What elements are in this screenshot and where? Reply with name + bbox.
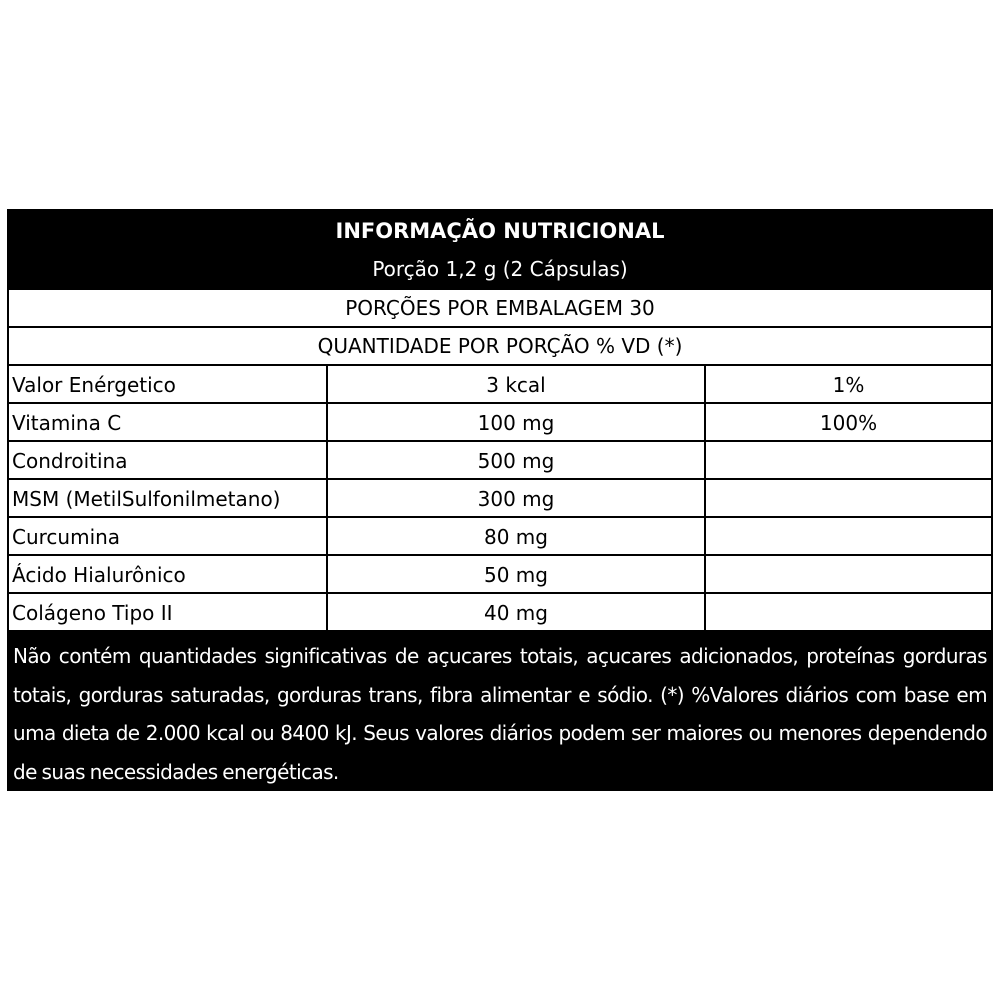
nutrient-amount: 100 mg xyxy=(328,404,704,440)
nutrient-daily-value xyxy=(706,518,991,554)
nutrient-amount: 50 mg xyxy=(328,556,704,592)
nutrient-amount: 300 mg xyxy=(328,480,704,516)
table-row xyxy=(9,594,991,630)
nutrient-name: Ácido Hialurônico xyxy=(9,556,326,592)
portion-size: Porção 1,2 g (2 Cápsulas) xyxy=(372,257,628,281)
nutrient-amount: 500 mg xyxy=(328,442,704,478)
nutrient-name: Condroitina xyxy=(9,442,326,478)
table-header xyxy=(7,209,993,289)
nutrient-amount: 80 mg xyxy=(328,518,704,554)
table-row xyxy=(9,518,991,554)
nutrient-name: MSM (MetilSulfonilmetano) xyxy=(9,480,326,516)
table-title: INFORMAÇÃO NUTRICIONAL xyxy=(335,219,665,243)
table-row xyxy=(9,480,991,516)
nutrient-daily-value xyxy=(706,556,991,592)
nutrient-daily-value: 100% xyxy=(706,404,991,440)
nutrient-name: Colágeno Tipo II xyxy=(9,594,326,630)
nutrient-amount: 40 mg xyxy=(328,594,704,630)
nutrient-daily-value xyxy=(706,594,991,630)
nutrient-name: Curcumina xyxy=(9,518,326,554)
nutrient-name: Vitamina C xyxy=(9,404,326,440)
nutrient-name: Valor Enérgetico xyxy=(9,366,326,402)
table-row xyxy=(9,404,991,440)
nutrition-facts-table xyxy=(7,209,993,791)
table-row xyxy=(9,366,991,402)
nutrient-daily-value xyxy=(706,442,991,478)
nutrient-daily-value: 1% xyxy=(706,366,991,402)
quantity-header: QUANTIDADE POR PORÇÃO % VD (*) xyxy=(9,328,991,364)
footnote-text: Não contém quantidades significativas de açucares totais, açucares adicionados, proteínas gorduras totais, gorduras saturadas, gorduras trans, fibra alimentar e sódio. (*) %Valores diários com base em uma dieta de 2.000 kcal ou 8400 kJ. Seus valores diários podem ser maiores ou menores dependendo de suas necessidades energéticas. xyxy=(13,644,987,784)
footnote xyxy=(7,633,993,791)
table-row xyxy=(9,556,991,592)
servings-per-package: PORÇÕES POR EMBALAGEM 30 xyxy=(9,290,991,326)
table-row xyxy=(9,442,991,478)
nutrient-amount: 3 kcal xyxy=(328,366,704,402)
nutrient-daily-value xyxy=(706,480,991,516)
